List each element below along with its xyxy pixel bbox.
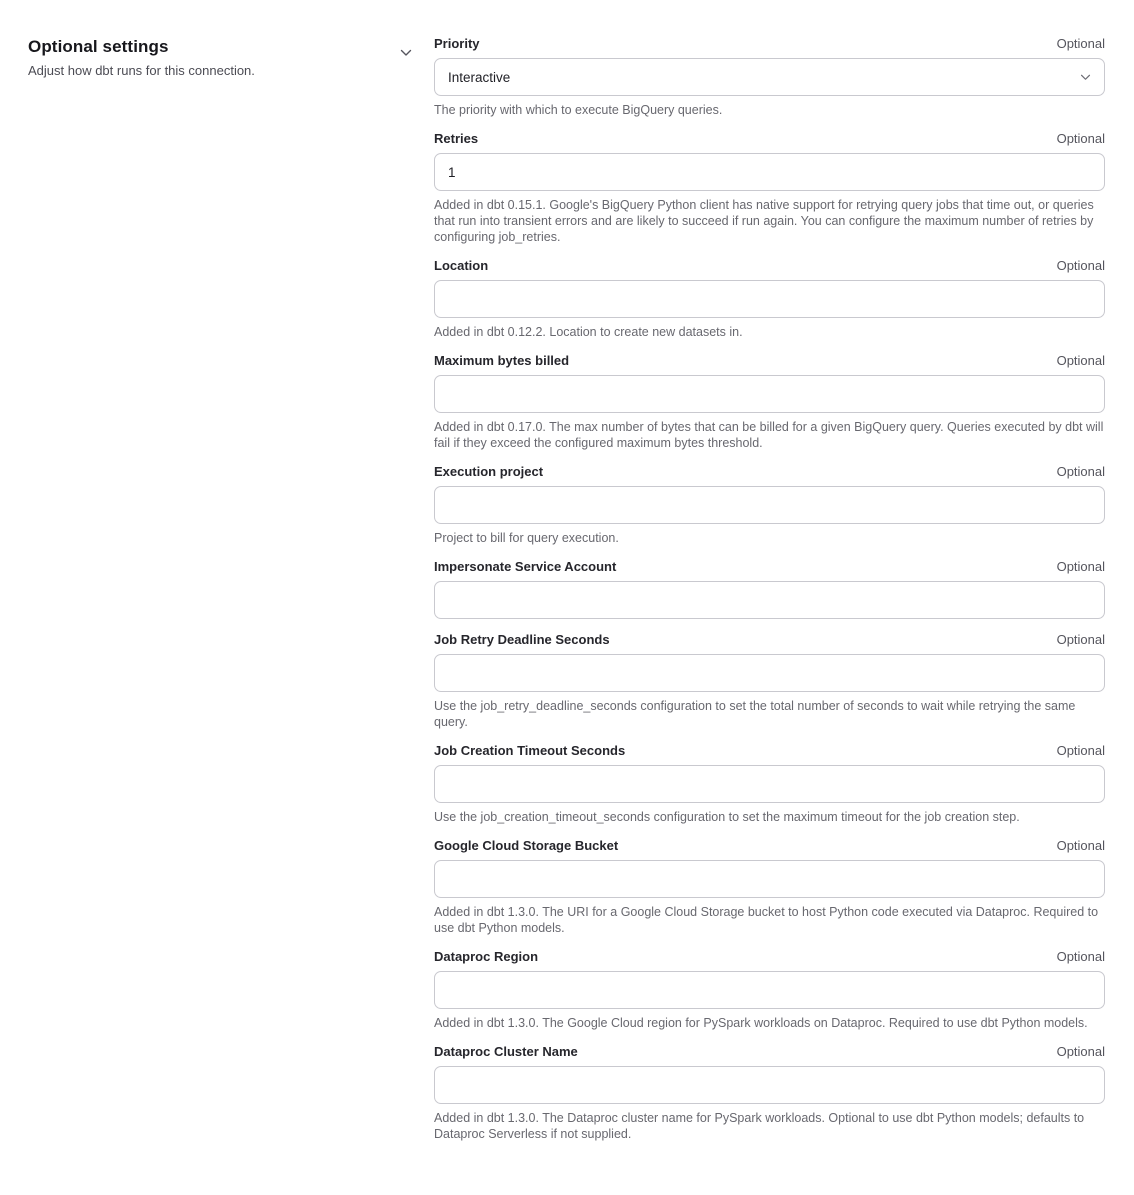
dataproc-cluster-name-input[interactable] [434, 1066, 1105, 1104]
execution-project-input[interactable] [434, 486, 1105, 524]
optional-badge: Optional [1056, 949, 1105, 964]
field-label: Location [434, 258, 489, 273]
form-field-impersonate-service-account [434, 559, 1105, 619]
field-help-text: Project to bill for query execution. [434, 531, 619, 545]
impersonate-service-account-input[interactable] [434, 581, 1105, 619]
optional-badge: Optional [1056, 353, 1105, 368]
dataproc-region-input[interactable] [434, 971, 1105, 1009]
field-label: Impersonate Service Account [434, 559, 617, 574]
field-label: Job Creation Timeout Seconds [434, 743, 626, 758]
retries-input[interactable] [434, 153, 1105, 191]
form-field-google-cloud-storage-bucket [434, 838, 1105, 936]
field-help-text: Use the job_retry_deadline_seconds configuration to set the total number of seconds to wait while retrying the same query. [434, 699, 1076, 729]
priority-select[interactable] [434, 58, 1105, 96]
field-help-text: Added in dbt 0.17.0. The max number of bytes that can be billed for a given BigQuery query. Queries executed by dbt will fail if they exceed the configured maximum bytes threshold. [434, 420, 1104, 450]
optional-badge: Optional [1056, 131, 1105, 146]
select-value: Interactive [448, 69, 511, 85]
field-label: Maximum bytes billed [434, 353, 570, 368]
field-help-text: Added in dbt 0.15.1. Google's BigQuery Python client has native support for retrying query jobs that time out, or queries that run into transient errors and are likely to succeed if run again. You can configure the maximum number of retries by configuring job_retries. [434, 198, 1094, 244]
field-label: Dataproc Cluster Name [434, 1044, 578, 1059]
page-subtitle: Adjust how dbt runs for this connection. [28, 63, 255, 78]
optional-badge: Optional [1056, 838, 1105, 853]
page-title: Optional settings [28, 37, 169, 56]
form-field-execution-project [434, 464, 1105, 546]
field-help-text: Added in dbt 1.3.0. The URI for a Google Cloud Storage bucket to host Python code executed via Dataproc. Required to use dbt Python models. [434, 905, 1099, 935]
optional-badge: Optional [1056, 464, 1105, 479]
optional-badge: Optional [1056, 258, 1105, 273]
form-field-dataproc-region [434, 949, 1105, 1031]
form-field-dataproc-cluster-name [434, 1044, 1105, 1142]
section-header [28, 36, 434, 79]
section-collapse-toggle[interactable] [398, 45, 414, 61]
field-label: Retries [434, 131, 479, 146]
form-field-maximum-bytes-billed [434, 353, 1105, 451]
job-creation-timeout-seconds-input[interactable] [434, 765, 1105, 803]
optional-badge: Optional [1056, 36, 1105, 51]
field-label: Priority [434, 36, 480, 51]
form-field-retries [434, 131, 1105, 245]
field-help-text: The priority with which to execute BigQuery queries. [434, 103, 723, 117]
job-retry-deadline-seconds-input[interactable] [434, 654, 1105, 692]
optional-badge: Optional [1056, 1044, 1105, 1059]
form-field-location [434, 258, 1105, 340]
optional-badge: Optional [1056, 632, 1105, 647]
location-input[interactable] [434, 280, 1105, 318]
chevron-down-icon [400, 44, 412, 62]
maximum-bytes-billed-input[interactable] [434, 375, 1105, 413]
optional-badge: Optional [1056, 743, 1105, 758]
field-label: Job Retry Deadline Seconds [434, 632, 610, 647]
form-field-priority [434, 36, 1105, 118]
field-label: Execution project [434, 464, 544, 479]
fields-container [434, 36, 1105, 1155]
field-label: Dataproc Region [434, 949, 539, 964]
field-help-text: Added in dbt 1.3.0. The Dataproc cluster name for PySpark workloads. Optional to use dbt Python models; defaults to Dataproc Serverless if not supplied. [434, 1111, 1085, 1141]
optional-badge: Optional [1056, 559, 1105, 574]
field-label: Google Cloud Storage Bucket [434, 838, 619, 853]
form-field-job-retry-deadline-seconds [434, 632, 1105, 730]
field-help-text: Use the job_creation_timeout_seconds configuration to set the maximum timeout for the job creation step. [434, 810, 1020, 824]
field-help-text: Added in dbt 0.12.2. Location to create new datasets in. [434, 325, 743, 339]
section-header-text [28, 36, 255, 79]
google-cloud-storage-bucket-input[interactable] [434, 860, 1105, 898]
chevron-down-icon [1080, 74, 1091, 81]
field-help-text: Added in dbt 1.3.0. The Google Cloud region for PySpark workloads on Dataproc. Required to use dbt Python models. [434, 1016, 1088, 1030]
form-field-job-creation-timeout-seconds [434, 743, 1105, 825]
